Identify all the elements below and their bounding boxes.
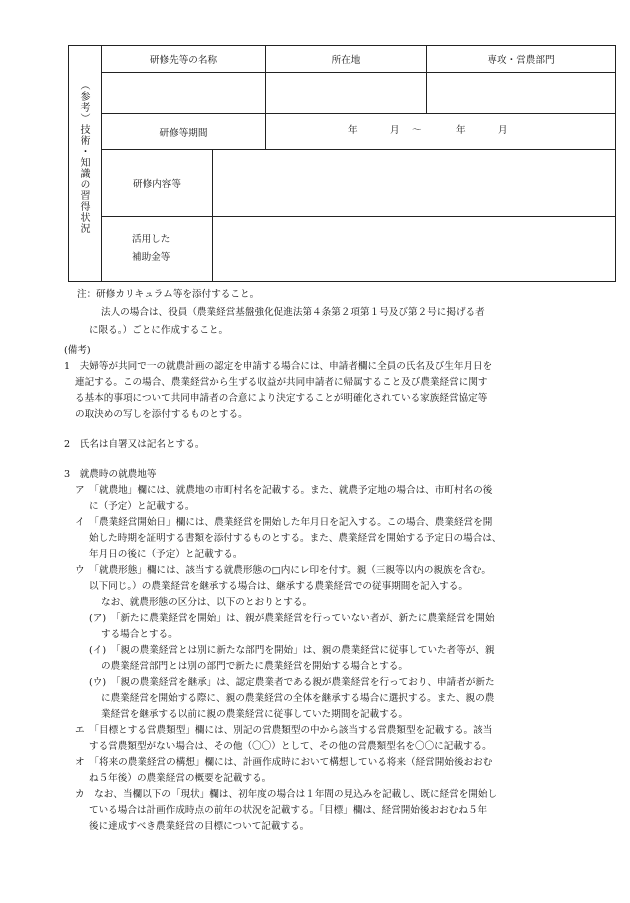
remarks-line: 業経営を継承する以前に親の農業経営に従事していた期間を記載する。 [101,709,408,720]
remarks-line: る基本的事項について共同申請者の合意により決定することが明確化されている家族経営協定等 [75,393,488,404]
subsidy-label-line1: 活用した [132,234,171,245]
remarks-line: エ 「目標とする営農類型」欄には、別記の営農類型の中から該当する営農類型を記載する。該当 [75,725,493,736]
remarks-line: ア 「就農地」欄には、就農地の市町村名を記載する。また、就農予定地の場合は、市町村名の後 [75,485,493,496]
remarks-line: 連記する。この場合、農業経営から生ずる収益が共同申請者に帰属すること及び農業経営に関す [75,377,488,388]
remarks-line: なお、就農形態の区分は、以下のとおりとする。 [101,597,313,608]
remarks-line: に農業経営を開始する際に、親の農業経営の全体を継承する場合に選択する。また、親の農 [101,693,495,704]
remarks-line: の取決めの写しを添付するものとする。 [75,409,248,420]
remarks-line: (ウ) 「親の農業経営を継承」は、認定農業者である親が農業経営を行っており、申請者が新た [89,677,495,688]
training-name-value[interactable] [102,73,265,113]
remarks-line: ね５年後）の農業経営の概要を記載する。 [89,773,272,784]
remarks-line: オ 「将来の農業経営の構想」欄には、計画作成時において構想している将来（経営開始後おおむ [75,757,493,768]
note-line-2: 法人の場合は、役員（農業経営基盤強化促進法第４条第２項第１号及び第２号に掲げる者 [101,307,485,318]
remarks-line: 2 氏名は自署又は記名とする。 [64,439,205,450]
period-year-2: 年 [456,125,466,136]
header-major: 専攻・営農部門 [487,55,555,66]
location-value[interactable] [266,73,426,113]
period-year-1: 年 [348,125,358,136]
remarks-line: の農業経営部門とは別の部門で新たに農業経営を開始する場合とする。 [101,661,408,672]
remarks-line: カ なお、当欄以下の「現状」欄は、初年度の場合は１年間の見込みを記載し、既に経営を開始し [75,789,498,800]
header-training-name: 研修先等の名称 [149,55,218,66]
period-value[interactable] [266,114,615,149]
remarks-line: 年月日の後に（予定）と記載する。 [89,549,243,560]
remarks-line: 以下同じ。）の農業経営を継承する場合は、継承する農業経営での従事期間を記入する。 [89,581,468,592]
remarks-line: (イ) 「親の農業経営とは別に新たな部門を開始」は、親の農業経営に従事していた者等が、親 [89,645,495,656]
content-label: 研修内容等 [133,179,181,190]
content-value[interactable] [213,150,615,216]
remarks-line: ている場合は計画作成時点の前年の状況を記載する。「目標」欄は、経営開始後おおむね５年 [89,805,488,816]
remarks-line: に（予定）と記載する。 [89,501,195,512]
period-month-1: 月 [390,125,400,136]
remarks-line: ウ 「就農形態」欄には、該当する就農形態の□内にレ印を付す。親（三親等以内の親族を含む。 [75,565,492,576]
remarks-line: する営農類型がない場合は、その他（〇〇）として、その他の営農類型名を〇〇に記載する。 [89,741,492,752]
remarks-line: 後に達成すべき農業経営の目標について記載する。 [89,821,310,832]
side-label: （参考）技術・知識の習得状況 [78,80,89,234]
major-value[interactable] [427,73,615,113]
remarks-line: する場合とする。 [101,629,178,640]
note-line-3: に限る。）ごとに作成すること。 [89,325,229,336]
remarks-line: 1 夫婦等が共同で一の就農計画の認定を申請する場合には、申請者欄に全員の氏名及び生年月日を [64,361,493,372]
subsidy-label [102,217,212,281]
period-tilde: ～ [412,125,422,136]
period-label: 研修等期間 [159,127,208,139]
period-month-2: 月 [498,125,508,136]
subsidy-label-line2: 補助金等 [132,252,171,263]
header-location: 所在地 [331,55,361,66]
remarks-line: イ 「農業経営開始日」欄には、農業経営を開始した年月日を記入する。この場合、農業経営を開 [75,517,493,528]
remarks-line: 3 就農時の就農地等 [64,469,157,480]
note-line-1: 注：研修カリキュラム等を添付すること。 [77,289,260,300]
remarks-line: (ア) 「新たに農業経営を開始」は、親が農業経営を行っていない者が、新たに農業経営を開始 [89,613,495,624]
remarks-heading: (備考) [64,345,91,356]
subsidy-value[interactable] [213,217,615,281]
remarks-line: 始した時期を証明する書類を添付するものとする。また、農業経営を開始する予定日の場合は、 [89,533,502,544]
